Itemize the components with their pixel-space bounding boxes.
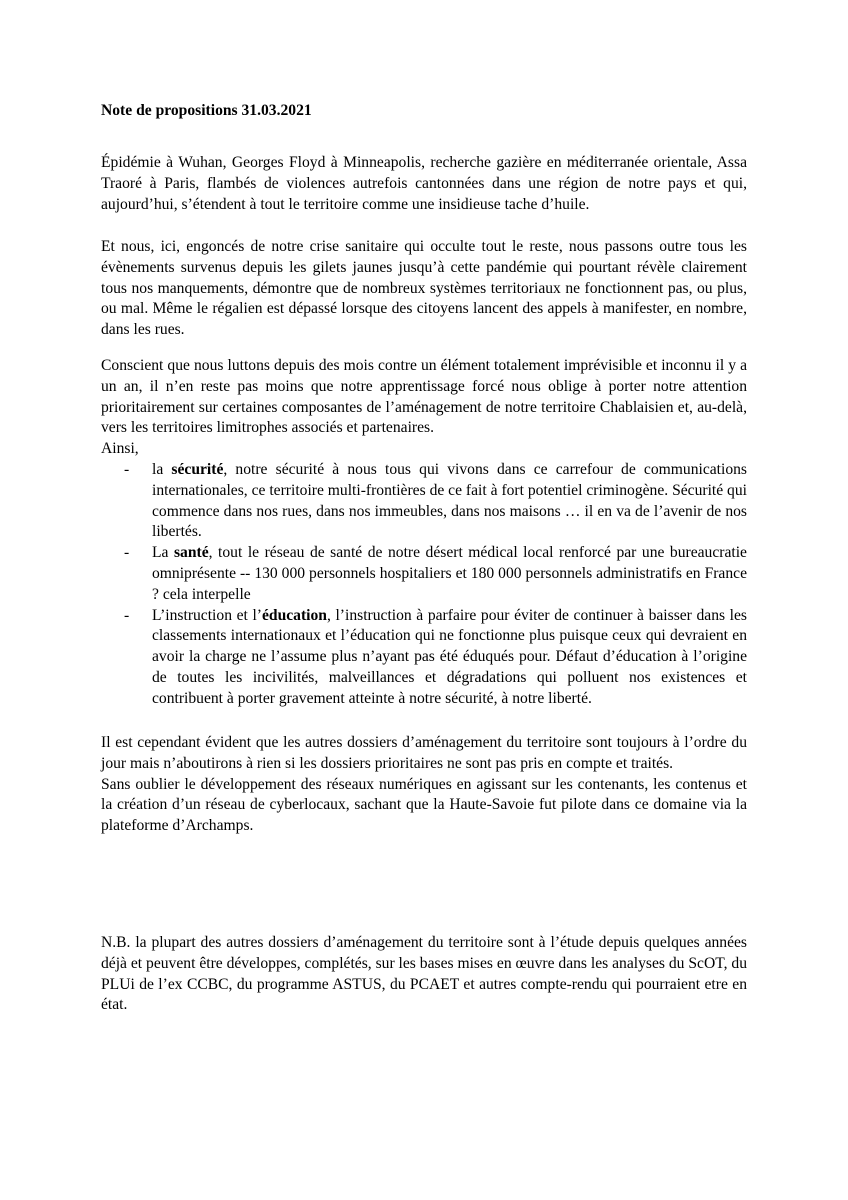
list-item-education: - L’instruction et l’éducation, l’instruction à parfaire pour éviter de continuer à baisser dans les classements internationaux et l’éducation qui ne fonctionne plus puisque ceux qui devraient en avoir la charge ne l’assume plus n’ayant pas été éduqués pour. Défaut d’éducation à l’origine de toutes les incivilités, malveillances et dégradations qui polluent nos existences et contribuent à porter gravement atteinte à notre sécurité, à notre liberté. bbox=[124, 606, 747, 707]
paragraph-3: Conscient que nous luttons depuis des mois contre un élément totalement imprévisible et inconnu il y a un an, il n’en reste pas moins que notre apprentissage forcé nous oblige à porter notre attention prioritairement sur certaines composantes de l’aménagement de notre territoire Chablaisien et, au-delà, vers les territoires limitrophes associés et partenaires. bbox=[101, 357, 747, 437]
list-item-securite: - la sécurité, notre sécurité à nous tous qui vivons dans ce carrefour de communications internationales, ce territoire multi-frontières de ce fait à fort potentiel criminogène. Sécurité qui commence dans nos rues, dans nos immeubles, dans nos maisons … il en va de l’avenir de nos libertés. bbox=[124, 460, 747, 541]
keyword-education: éducation bbox=[261, 606, 327, 624]
priority-list bbox=[101, 460, 747, 710]
section-priorities bbox=[101, 356, 747, 710]
paragraph-1: Épidémie à Wuhan, Georges Floyd à Minneapolis, recherche gazière en méditerranée orientale, Assa Traoré à Paris, flambés de violences autrefois cantonnées dans une région de notre pays et qui, aujourd’hui, s’étendent à tout le territoire comme une insidieuse tache d’huile. bbox=[101, 154, 747, 213]
section-other-dossiers bbox=[101, 733, 747, 837]
bullet-dash: - bbox=[124, 544, 130, 562]
bullet-dash: - bbox=[124, 460, 130, 478]
paragraph-2: Et nous, ici, engoncés de notre crise sanitaire qui occulte tout le reste, nous passons outre tous les évènements survenus depuis les gilets jaunes jusqu’à cette pandémie qui pourtant révèle clairement tous nos manquements, démontre que de nombreux systèmes territoriaux ne fonctionnent pas, ou plus, ou mal. Même le régalien est dépassé lorsque des citoyens lancent des appels à manifester, en nombre, dans les rues. bbox=[101, 238, 747, 339]
keyword-securite: sécurité bbox=[171, 460, 224, 478]
paragraph-5: Sans oublier le développement des réseaux numériques en agissant sur les contenants, les contenus et la création d’un réseau de cyberlocaux, sachant que la Haute-Savoie fut pilote dans ce domaine via la plateforme d’Archamps. bbox=[101, 775, 747, 835]
list-item-sante: - La santé, tout le réseau de santé de notre désert médical local renforcé par une bureaucratie omniprésente -- 130 000 personnels hospitaliers et 180 000 personnels administratifs en France ? cela interpelle bbox=[124, 544, 747, 603]
nb-note: N.B. la plupart des autres dossiers d’aménagement du territoire sont à l’étude depuis quelques années déjà et peuvent être développes, complétés, sur les bases mises en œuvre dans les analyses du ScOT, du PLUi de l’ex CCBC, du programme ASTUS, du PCAET et autres compte-rendu qui pourraient etre en état. bbox=[101, 934, 747, 1014]
ainsi-line: Ainsi, bbox=[101, 440, 139, 458]
bullet-dash: - bbox=[124, 606, 130, 624]
keyword-sante: santé bbox=[173, 544, 209, 562]
document-title: Note de propositions 31.03.2021 bbox=[101, 102, 312, 119]
paragraph-4: Il est cependant évident que les autres dossiers d’aménagement du territoire sont toujours à l’ordre du jour mais n’aboutirons à rien si les dossiers prioritaires ne sont pas pris en compte et traités. bbox=[101, 734, 747, 772]
